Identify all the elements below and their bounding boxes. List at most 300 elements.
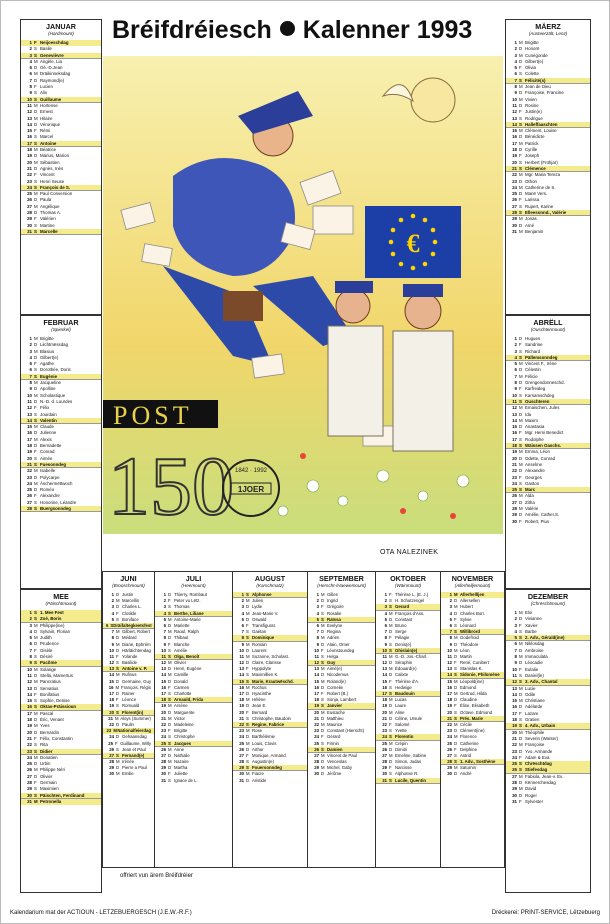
- day-number: 15: [27, 128, 32, 134]
- day-number: 29: [27, 786, 32, 792]
- day-name: Béatrice: [40, 147, 57, 153]
- day-name: Gaston: [525, 480, 540, 486]
- day-number: 20: [161, 709, 166, 715]
- day-number: 3: [449, 604, 452, 610]
- day-number: 22: [512, 172, 517, 178]
- illustration: [103, 56, 503, 534]
- weekday: D: [389, 703, 393, 709]
- day-number: 11: [314, 653, 319, 659]
- day-number: 15: [27, 424, 32, 430]
- day-number: 5: [29, 65, 32, 71]
- weekday: M: [389, 752, 393, 758]
- day-number: 4: [316, 610, 319, 616]
- day-number: 10: [27, 666, 32, 672]
- day-number: 15: [239, 678, 244, 684]
- day-name: Dimitri: [395, 746, 408, 752]
- day-number: 5: [163, 616, 166, 622]
- day-name: Servatius: [40, 685, 59, 691]
- day-name: Irénée: [122, 759, 135, 765]
- day-number: 17: [382, 691, 387, 696]
- weekday: F: [454, 746, 457, 752]
- day-number: 14: [314, 672, 319, 678]
- weekday: D: [519, 46, 523, 52]
- day-number: 25: [108, 740, 113, 746]
- weekday: M: [168, 629, 172, 635]
- day-name: Félicie: [525, 373, 538, 379]
- day-number: 14: [512, 121, 517, 127]
- day-number: 30: [239, 771, 244, 777]
- day-name: Éric, Venant: [40, 717, 64, 723]
- day-name: Chrëschtdag: [525, 761, 552, 767]
- weekday: M: [519, 742, 523, 748]
- day-number: 23: [106, 728, 112, 734]
- weekday: F: [116, 653, 119, 659]
- day-number: 24: [239, 734, 244, 740]
- day-name: Clotilde: [122, 610, 137, 616]
- day-number: 18: [512, 147, 517, 153]
- day-number: 11: [512, 398, 517, 404]
- weekday: D: [34, 398, 38, 404]
- day-number: 21: [108, 715, 113, 721]
- weekday: D: [34, 165, 38, 171]
- weekday: S: [389, 684, 392, 690]
- day-number: 8: [29, 84, 32, 90]
- weekday: M: [34, 679, 38, 685]
- month-juli: [155, 571, 233, 868]
- day-name: Lucile, Quentin: [395, 777, 427, 783]
- month-name: ABRËLL: [533, 318, 563, 327]
- weekday: M: [34, 203, 38, 209]
- weekday: M: [116, 672, 120, 678]
- day-number: 9: [29, 660, 32, 666]
- weekday: D: [321, 684, 325, 690]
- day-number: 22: [27, 468, 32, 474]
- day-name: Rosine: [525, 102, 539, 108]
- weekday: M: [321, 678, 325, 684]
- day-number: 30: [109, 771, 114, 777]
- day-name: Sébastien: [40, 159, 60, 165]
- weekday: M: [519, 729, 523, 735]
- weekday: S: [321, 610, 324, 616]
- weekday: S: [454, 752, 457, 758]
- month-subtitle: (Allerhelljemount): [454, 583, 491, 588]
- weekday: F: [168, 641, 171, 647]
- weekday: S: [168, 740, 171, 746]
- day-name: Halleffaaschten: [525, 121, 558, 127]
- weekday: M: [389, 610, 393, 616]
- month-name: AUGUST: [254, 574, 286, 583]
- weekday: F: [116, 610, 119, 616]
- weekday: S: [168, 653, 171, 659]
- day-name: Robert, Pius: [525, 518, 550, 524]
- weekday: D: [519, 499, 523, 505]
- day-name: Justin: [122, 592, 134, 597]
- day-number: 23: [512, 178, 517, 184]
- day-name: Stella, Mamertus: [40, 672, 73, 678]
- day-name: Léonstoundeg: [327, 647, 355, 653]
- day-number: 10: [109, 647, 114, 653]
- day-name: Suzanne, Scholast.: [252, 653, 290, 659]
- month-header: [21, 590, 101, 610]
- day-number: 24: [161, 734, 166, 740]
- day-name: Léopold(ine): [460, 678, 484, 684]
- day-name: Gilbert(e): [40, 354, 59, 360]
- day-number: 14: [109, 672, 114, 678]
- month-name: FEBRUAR: [43, 318, 79, 327]
- day-number: 22: [447, 721, 452, 727]
- month-februar: [20, 315, 102, 589]
- weekday: S: [389, 641, 392, 647]
- day-number: 29: [239, 765, 244, 771]
- day-name: Rainer: [122, 691, 135, 696]
- day-name: François, Régis: [121, 684, 151, 690]
- day-number: 1: [514, 336, 517, 341]
- day-name: Willibrord: [460, 629, 481, 635]
- day-number: 12: [512, 109, 517, 115]
- day-number: 27: [27, 499, 32, 505]
- weekday: D: [34, 342, 38, 348]
- day-number: 15: [27, 698, 32, 704]
- day-number: 14: [27, 417, 32, 423]
- day-name: Gilbert, Robert: [122, 629, 150, 635]
- day-number: 6: [514, 71, 517, 77]
- day-name: Célestin: [525, 367, 541, 373]
- weekday: M: [246, 728, 250, 734]
- weekday: F: [246, 666, 249, 672]
- day-number: 1: [514, 610, 517, 615]
- day-number: 23: [161, 728, 166, 734]
- weekday: D: [246, 691, 250, 696]
- weekday: D: [246, 746, 250, 752]
- day-name: Denis(e): [395, 641, 412, 647]
- weekday: M: [519, 610, 523, 615]
- weekday: M: [34, 767, 38, 773]
- day-number: 6: [29, 71, 32, 77]
- day-name: Catherine de S.: [525, 184, 556, 190]
- day-number: 4: [241, 610, 244, 616]
- weekday: S: [519, 635, 522, 641]
- post-number: 150: [108, 440, 234, 533]
- day-name: Janvier: [327, 703, 343, 709]
- weekday: M: [34, 754, 38, 760]
- day-name: Jourdain: [40, 411, 57, 417]
- day-name: Rodolphe: [525, 436, 544, 442]
- day-number: 21: [27, 461, 32, 467]
- weekday: S: [454, 666, 457, 672]
- day-number: 31: [161, 777, 166, 783]
- day-name: Marcel: [40, 134, 54, 140]
- day-name: Calixte: [395, 672, 409, 678]
- page-title: [112, 16, 502, 50]
- day-name: Sidonie, Philomène: [460, 672, 500, 678]
- weekday: S: [519, 679, 522, 685]
- weekday: D: [321, 728, 325, 734]
- weekday: D: [34, 474, 38, 480]
- month-header: [103, 572, 154, 592]
- weekday: S: [389, 734, 392, 740]
- day-name: Yves: [40, 723, 50, 729]
- weekday: M: [454, 765, 458, 771]
- day-number: 5: [316, 616, 319, 622]
- day-number: 14: [512, 691, 517, 697]
- weekday: D: [454, 684, 458, 690]
- day-number: 9: [163, 641, 166, 647]
- weekday: F: [454, 616, 457, 622]
- day-number: 25: [382, 740, 387, 746]
- weekday: S: [116, 709, 119, 715]
- day-name: Alexis: [40, 436, 52, 442]
- month-januar: [20, 19, 102, 315]
- day-name: Pällemsonndeg: [525, 354, 558, 360]
- day-number: 21: [382, 715, 387, 721]
- day-name: Guy: [327, 660, 336, 666]
- day-name: Charlotte: [174, 691, 192, 696]
- weekday: M: [389, 709, 393, 715]
- day-name: Arthur: [252, 746, 264, 752]
- weekday: S: [519, 203, 522, 209]
- day-number: 2: [384, 598, 387, 604]
- weekday: M: [321, 721, 325, 727]
- weekday: S: [519, 767, 522, 773]
- day-number: 11: [512, 102, 517, 108]
- day-name: Elleesonnd., Valérie: [525, 210, 567, 216]
- day-name: Céline, Ursule: [395, 715, 422, 721]
- weekday: D: [168, 666, 172, 672]
- weekday: F: [519, 474, 522, 480]
- day-name: Raïssa: [327, 616, 341, 622]
- day-number: 24: [447, 734, 452, 740]
- day-number: 3: [29, 622, 32, 628]
- weekday: D: [454, 610, 458, 616]
- day-name: Laure: [395, 703, 406, 709]
- weekday: D: [34, 197, 38, 203]
- day-name: Godefroid: [460, 635, 479, 641]
- day-name: Bonifatius: [40, 691, 60, 697]
- day-name: Philippe(ine): [40, 622, 65, 628]
- weekday: M: [519, 140, 523, 146]
- day-number: 7: [384, 629, 387, 635]
- month-name: OKTOBER: [390, 574, 426, 583]
- weekday: S: [246, 592, 249, 597]
- weekday: M: [454, 678, 458, 684]
- weekday: D: [519, 704, 523, 710]
- day-number: 25: [27, 761, 32, 767]
- day-name: Boniface: [122, 616, 139, 622]
- day-row: [21, 229, 101, 235]
- day-name: Véronique: [40, 121, 61, 127]
- day-number: 10: [512, 96, 517, 102]
- weekday: S: [519, 723, 522, 729]
- day-name: Nathalie: [174, 752, 190, 758]
- day-name: Médard: [122, 635, 137, 641]
- day-name: Alexandre: [40, 493, 60, 499]
- day-number: 19: [382, 703, 387, 709]
- weekday: M: [321, 752, 325, 758]
- day-number: 16: [512, 430, 517, 436]
- day-name: Urbin: [40, 761, 51, 767]
- day-number: 19: [27, 723, 32, 729]
- day-name: Nicodemus: [327, 672, 349, 678]
- weekday: S: [168, 604, 171, 610]
- month-subtitle: (Brooschmount): [112, 583, 145, 588]
- day-name: Olivia: [525, 65, 536, 71]
- weekday: F: [246, 622, 249, 628]
- day-number: 7: [111, 629, 114, 635]
- day-name: Ghislain(e): [395, 647, 418, 653]
- weekday: S: [34, 367, 37, 373]
- day-number: 20: [447, 709, 452, 715]
- weekday: S: [168, 697, 171, 703]
- day-name: Claire, Clarisse: [252, 660, 282, 666]
- day-number: 1: [29, 610, 32, 615]
- day-name: Daniel(le): [525, 672, 544, 678]
- day-number: 21: [512, 165, 517, 171]
- day-number: 24: [512, 184, 517, 190]
- day-name: Maximien: [40, 786, 59, 792]
- day-number: 29: [512, 786, 517, 792]
- weekday: S: [34, 46, 37, 52]
- day-name: Germaine, Guy: [121, 678, 151, 684]
- weekday: S: [519, 761, 522, 767]
- day-number: 7: [514, 373, 517, 379]
- day-name: Constant: [395, 616, 413, 622]
- day-number: 17: [27, 710, 32, 716]
- day-number: 28: [447, 759, 452, 765]
- day-name: Florence: [460, 734, 477, 740]
- day-number: 16: [314, 684, 319, 690]
- day-name: Ambroise: [525, 647, 544, 653]
- day-name: Michel, Gaby: [327, 765, 353, 771]
- day-name: Angèle, Lia: [40, 58, 62, 64]
- day-name: Léonce: [122, 697, 137, 703]
- day-number: 28: [27, 506, 32, 512]
- weekday: D: [34, 109, 38, 115]
- weekday: D: [519, 616, 523, 622]
- weekday: S: [321, 697, 324, 703]
- day-name: Félix: [40, 405, 50, 411]
- day-name: Diane, Ephrém: [122, 641, 151, 647]
- day-name: Georges: [525, 474, 542, 480]
- day-number: 13: [27, 411, 32, 417]
- month-name: JULI: [185, 574, 202, 583]
- day-name: Séraphin: [395, 660, 413, 666]
- day-number: 5: [514, 635, 517, 641]
- day-name: Rémi: [40, 128, 51, 134]
- day-number: 3: [29, 348, 32, 354]
- weekday: D: [519, 647, 523, 653]
- day-number: 9: [29, 386, 32, 392]
- month-header: [308, 572, 375, 592]
- weekday: M: [519, 773, 523, 779]
- day-name: Stanislas K.: [460, 666, 483, 672]
- day-row: [103, 771, 154, 777]
- day-name: Judith: [40, 635, 52, 641]
- month-subtitle: (Wäinmount): [394, 583, 422, 588]
- day-name: Marc: [525, 487, 536, 493]
- weekday: D: [519, 90, 523, 96]
- weekday: S: [519, 672, 522, 678]
- day-name: Simon, Judas: [395, 759, 422, 765]
- day-name: Transfigurat.: [252, 622, 276, 628]
- day-number: 17: [512, 710, 517, 716]
- day-name: Lucien: [40, 84, 53, 90]
- weekday: D: [34, 641, 38, 647]
- day-number: 7: [29, 77, 32, 83]
- day-name: Eugénie: [40, 373, 58, 379]
- day-number: 1: [514, 40, 517, 45]
- month-subtitle: (Herscht-/Haewemount): [317, 583, 366, 588]
- weekday: M: [246, 653, 250, 659]
- day-number: 28: [512, 780, 517, 786]
- day-number: 4: [384, 610, 387, 616]
- day-number: 6: [514, 367, 517, 373]
- weekday: F: [519, 153, 522, 159]
- weekday: M: [34, 723, 38, 729]
- weekday: M: [519, 461, 523, 467]
- day-name: Aimé(e): [327, 666, 343, 672]
- day-number: 12: [239, 660, 244, 666]
- day-number: 28: [512, 506, 517, 512]
- day-number: 18: [512, 717, 517, 723]
- day-number: 18: [239, 697, 244, 703]
- day-name: Yolande: [122, 653, 138, 659]
- weekday: S: [34, 184, 37, 190]
- month-header: [155, 572, 232, 592]
- day-name: Zitha: [525, 499, 535, 505]
- weekday: S: [34, 140, 37, 146]
- weekday: D: [519, 102, 523, 108]
- day-number: 8: [111, 635, 114, 641]
- weekday: S: [116, 703, 119, 709]
- day-number: 10: [161, 647, 166, 653]
- weekday: M: [34, 622, 38, 628]
- day-name: Grégoire: [327, 604, 344, 610]
- weekday: D: [116, 691, 120, 696]
- day-name: Guillaume, Willy: [120, 740, 151, 746]
- day-name: Olivier: [174, 660, 187, 666]
- day-number: 11: [447, 653, 452, 659]
- weekday: S: [110, 622, 114, 628]
- weekday: M: [168, 715, 172, 721]
- day-name: Donald: [174, 678, 188, 684]
- day-number: 24: [27, 754, 32, 760]
- day-number: 12: [382, 660, 387, 666]
- day-number: 8: [316, 635, 319, 641]
- day-number: 15: [447, 678, 452, 684]
- weekday: S: [246, 678, 249, 684]
- day-number: 17: [109, 691, 114, 696]
- day-name: Marius, Marion: [40, 153, 70, 159]
- day-number: 24: [27, 480, 32, 486]
- weekday: M: [246, 684, 250, 690]
- day-name: Venceslas: [327, 759, 347, 765]
- weekday: F: [519, 754, 522, 760]
- day-name: Cécile: [460, 721, 472, 727]
- weekday: M: [116, 641, 120, 647]
- day-number: 4: [111, 610, 114, 616]
- weekday: S: [519, 443, 522, 449]
- day-number: 8: [514, 654, 517, 660]
- weekday: D: [168, 709, 172, 715]
- weekday: D: [321, 759, 325, 765]
- weekday: S: [168, 777, 171, 783]
- weekday: M: [168, 746, 172, 752]
- weekday: F: [34, 361, 37, 367]
- weekday: D: [168, 635, 172, 641]
- weekday: F: [321, 604, 324, 610]
- weekday: S: [34, 506, 37, 512]
- day-number: 6: [316, 622, 319, 628]
